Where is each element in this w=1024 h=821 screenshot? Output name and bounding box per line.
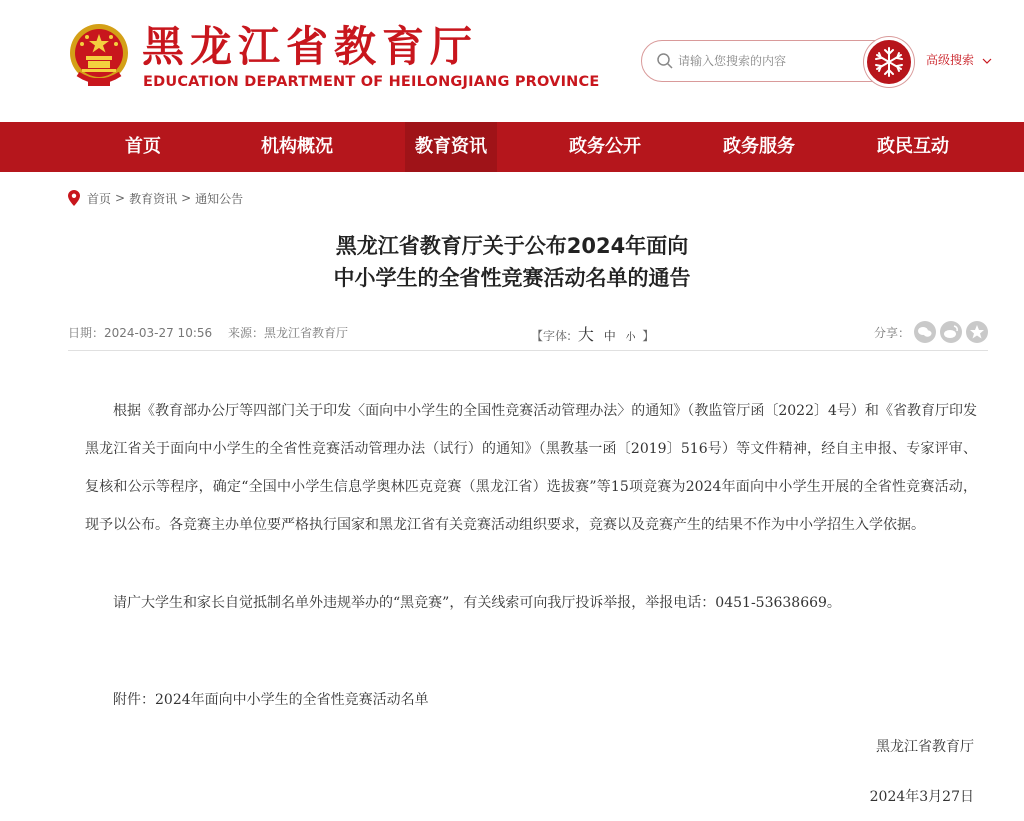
breadcrumb-separator: > bbox=[181, 191, 192, 205]
advanced-search-label: 高级搜索 bbox=[926, 53, 975, 67]
site-header bbox=[0, 0, 1024, 122]
search-input[interactable] bbox=[678, 50, 858, 72]
qzone-share-icon[interactable] bbox=[966, 321, 988, 343]
font-size-large-button[interactable]: 大 bbox=[577, 325, 594, 344]
wechat-share-icon[interactable] bbox=[914, 321, 936, 343]
breadcrumb bbox=[68, 188, 243, 208]
attachment-link[interactable]: 附件：2024年面向中小学生的全省性竞赛活动名单 bbox=[113, 692, 429, 708]
signature-date: 2024年3月27日 bbox=[869, 789, 974, 805]
font-size-small-button[interactable]: 小 bbox=[625, 332, 636, 343]
breadcrumb-education-news[interactable]: 教育资讯 bbox=[129, 191, 178, 206]
location-pin-icon bbox=[68, 190, 80, 206]
breadcrumb-home[interactable]: 首页 bbox=[87, 191, 112, 206]
article-source: 来源：黑龙江省教育厅 bbox=[228, 326, 349, 340]
breadcrumb-notices[interactable]: 通知公告 bbox=[195, 191, 244, 206]
publish-date: 日期：2024-03-27 10:56 bbox=[68, 326, 213, 340]
weibo-share-icon[interactable] bbox=[940, 321, 962, 343]
nav-item-government-services[interactable]: 政务服务 bbox=[723, 136, 795, 157]
chevron-down-icon bbox=[982, 57, 992, 65]
article-meta bbox=[68, 318, 988, 346]
article-paragraph-2: 请广大学生和家长自觉抵制名单外违规举办的“黑竞赛”，有关线索可向我厅投诉举报，举报电话：0451-53638669。 bbox=[113, 595, 841, 611]
search-icon bbox=[656, 52, 674, 70]
title-line-1: 黑龙江省教育厅关于公布2024年面向 bbox=[335, 234, 689, 258]
signature-org: 黑龙江省教育厅 bbox=[876, 739, 974, 755]
title-line-2: 中小学生的全省性竞赛活动名单的通告 bbox=[333, 266, 691, 290]
site-title[interactable]: 黑龙江省教育厅 bbox=[142, 22, 479, 71]
nav-item-government-affairs[interactable]: 政务公开 bbox=[569, 136, 641, 157]
page-title bbox=[0, 230, 1024, 294]
main-nav bbox=[0, 122, 1024, 172]
snowflake-search-icon bbox=[867, 40, 911, 84]
breadcrumb-separator: > bbox=[115, 191, 126, 205]
share-label: 分享： bbox=[874, 326, 911, 340]
article-paragraph-1: 根据《教育部办公厅等四部门关于印发〈面向中小学生的全国性竞赛活动管理办法〉的通知》（教监管厅函〔2022〕4号）和《省教育厅印发黑龙江省关于面向中小学生的全省性竞赛活动管理办法（试行）的通知》（黑教基一函〔2019〕516号）等文件精神，经自主申报、专家评审、复核和公示等程序，确定“全国中小学生信息学奥林匹克竞赛（黑龙江省）选拔赛”等15项竞赛为2024年面向中小学生开展的全省性竞赛活动，现予以公布。各竞赛主办单位要严格执行国家和黑龙江省有关竞赛活动组织要求，竞赛以及竞赛产生的结果不作为中小学招生入学依据。 bbox=[85, 403, 977, 533]
advanced-search-link[interactable] bbox=[926, 51, 992, 68]
nav-item-interaction[interactable]: 政民互动 bbox=[877, 136, 949, 157]
font-size-controls bbox=[531, 322, 654, 345]
search-button[interactable] bbox=[864, 37, 914, 87]
meta-divider bbox=[68, 350, 988, 351]
share-bar bbox=[874, 324, 910, 341]
nav-item-organization[interactable]: 机构概况 bbox=[261, 136, 333, 157]
font-size-suffix: 】 bbox=[642, 329, 655, 343]
font-size-medium-button[interactable]: 中 bbox=[603, 329, 616, 343]
font-size-prefix: 【字体: bbox=[531, 329, 572, 343]
national-emblem-icon[interactable] bbox=[68, 22, 130, 88]
nav-item-home[interactable]: 首页 bbox=[125, 136, 161, 157]
site-subtitle: EDUCATION DEPARTMENT OF HEILONGJIANG PROVINCE bbox=[143, 74, 600, 90]
nav-item-education-news[interactable]: 教育资讯 bbox=[405, 122, 497, 172]
article-body bbox=[85, 392, 977, 544]
